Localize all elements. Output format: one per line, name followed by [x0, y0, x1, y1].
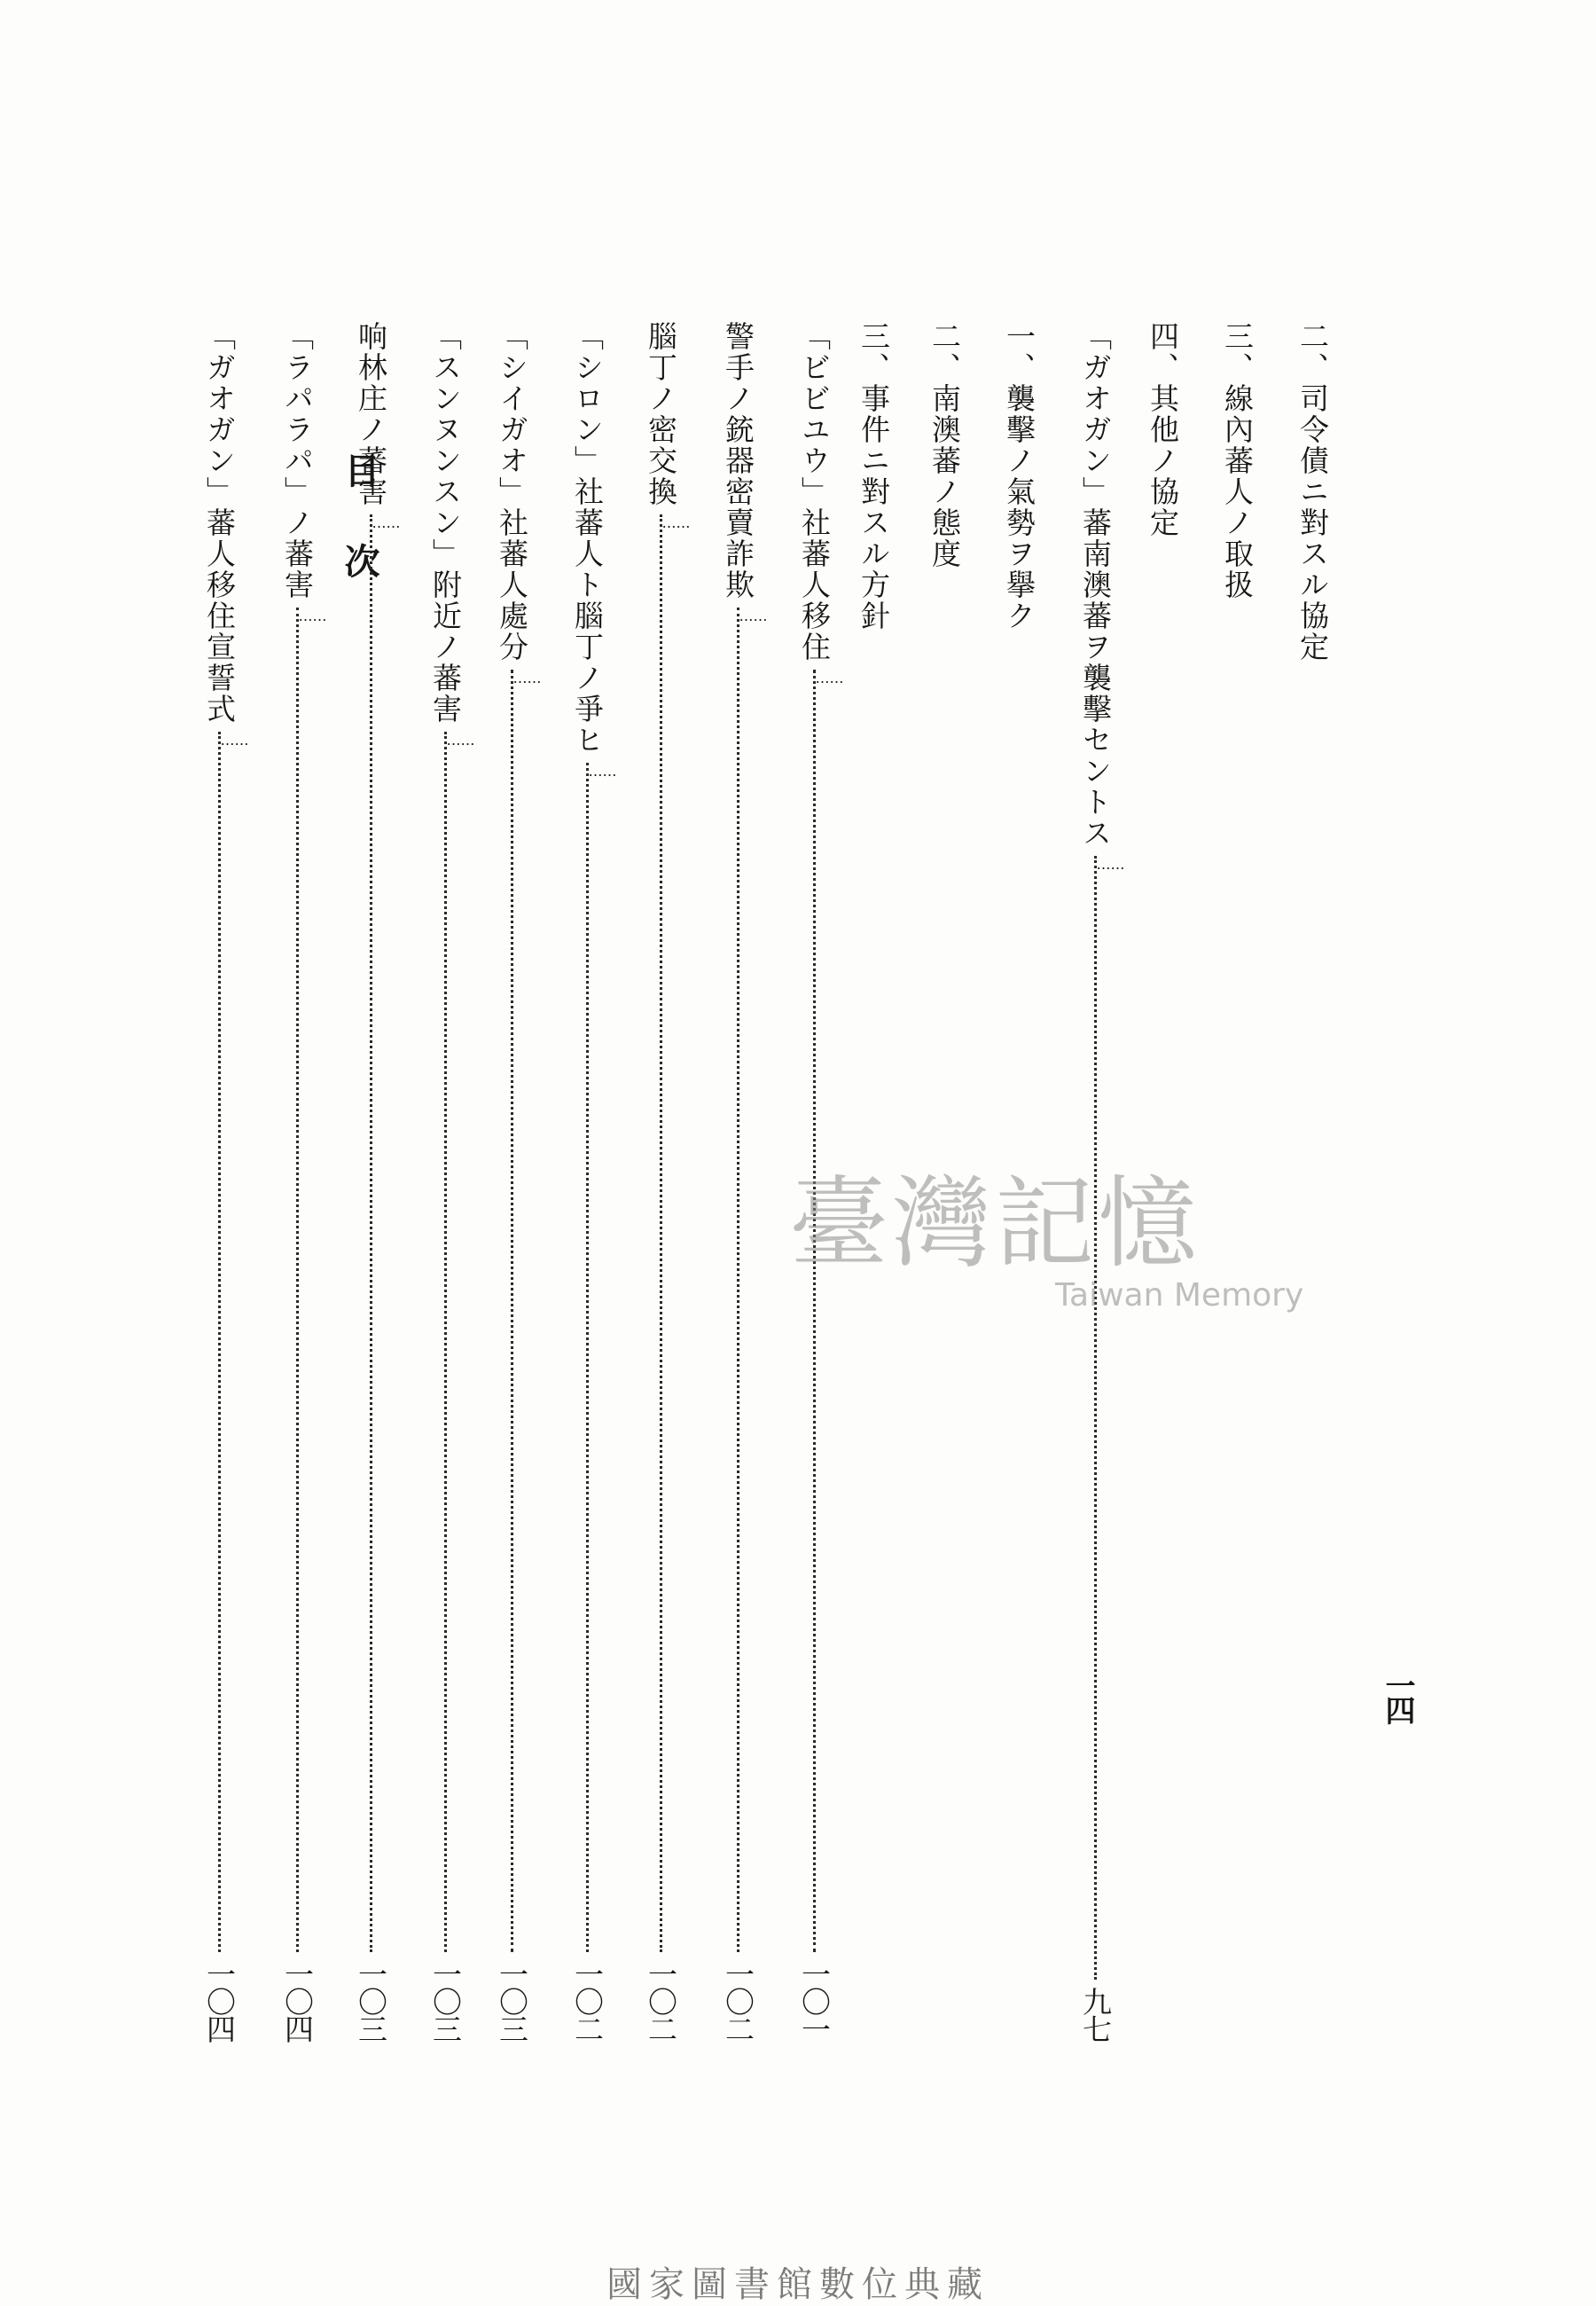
footer-credit: 國家圖書館數位典藏: [606, 2264, 990, 2305]
toc-entry-page: 一〇二: [644, 1959, 678, 2042]
toc-entry-title: 「ガオガン」蕃南澳蕃ヲ襲擊セントス: [1078, 321, 1113, 849]
toc-entry-page: 一〇四: [280, 1959, 315, 2042]
toc-entry-title: 「シイガオ」社蕃人處分: [495, 321, 529, 663]
toc-entry-title: 四、其他ノ協定: [1146, 321, 1180, 538]
leader-dots: ……: [511, 670, 513, 1952]
toc-entry-title: 三、線內蕃人ノ取扱: [1220, 321, 1255, 600]
leader-dots: ……: [586, 763, 589, 1952]
toc-entry-title: 三、事件ニ對スル方針: [857, 321, 891, 631]
toc-entry-page: 一〇二: [570, 1959, 605, 2042]
toc-entry-title: 二、南澳蕃ノ態度: [927, 321, 962, 569]
toc-entry: [489, 321, 542, 2042]
leader-dots: ……: [296, 608, 299, 1952]
toc-entry: [565, 321, 617, 2042]
toc-entry-title: 「ビビユウ」社蕃人移住: [797, 321, 832, 663]
toc-entry-page: 一〇三: [354, 1959, 388, 2042]
toc-entry-page: 九七: [1078, 1987, 1113, 2042]
toc-entry-title: 「スンヌンスン」附近ノ蕃害: [428, 321, 463, 725]
watermark-chinese: 臺灣記憶: [789, 1166, 1201, 1282]
page-title: 目次: [339, 452, 380, 633]
leader-dots: ……: [370, 514, 372, 1952]
watermark-english: Taiwan Memory: [1055, 1277, 1304, 1314]
toc-entry: [197, 321, 249, 2042]
toc-entry-title: 「ラパラパ」ノ蕃害: [280, 321, 315, 600]
leader-dots: ……: [444, 732, 447, 1952]
toc-entry: [275, 321, 327, 2042]
leader-dots: ……: [660, 514, 662, 1952]
toc-entry-title: 「シロン」社蕃人ト腦丁ノ爭ヒ: [570, 321, 605, 756]
leader-dots: ……: [737, 608, 739, 1952]
toc-entry-title: 腦丁ノ密交換: [644, 321, 678, 507]
leader-dots: ……: [218, 732, 221, 1952]
toc-entry-title: 「ガオガン」蕃人移住宣誓式: [202, 321, 237, 725]
toc-entry: [348, 321, 401, 2042]
toc-entry-page: 一〇一: [797, 1959, 832, 2042]
watermark: [789, 1144, 1321, 1339]
toc-entry-title: 警手ノ銃器密賣詐欺: [721, 321, 755, 600]
toc-entry-page: 一〇三: [495, 1959, 529, 2042]
page-number: 一四: [1380, 1670, 1415, 1720]
toc-entry: [638, 321, 691, 2042]
leader-dots: ……: [1094, 856, 1097, 1980]
toc-entry-title: 二、司令債ニ對スル協定: [1295, 321, 1330, 663]
toc-entry-page: 一〇三: [428, 1959, 463, 2042]
leader-dots: ……: [813, 670, 816, 1952]
toc-entry-title: 一、襲擊ノ氣勢ヲ擧ク: [1002, 321, 1037, 631]
toc-entry: [423, 321, 475, 2042]
toc-entry-page: 一〇二: [721, 1959, 755, 2042]
toc-entry-title: 响林庄ノ蕃害: [354, 321, 388, 507]
toc-entry-page: 一〇四: [202, 1959, 237, 2042]
toc-entry: [716, 321, 768, 2042]
